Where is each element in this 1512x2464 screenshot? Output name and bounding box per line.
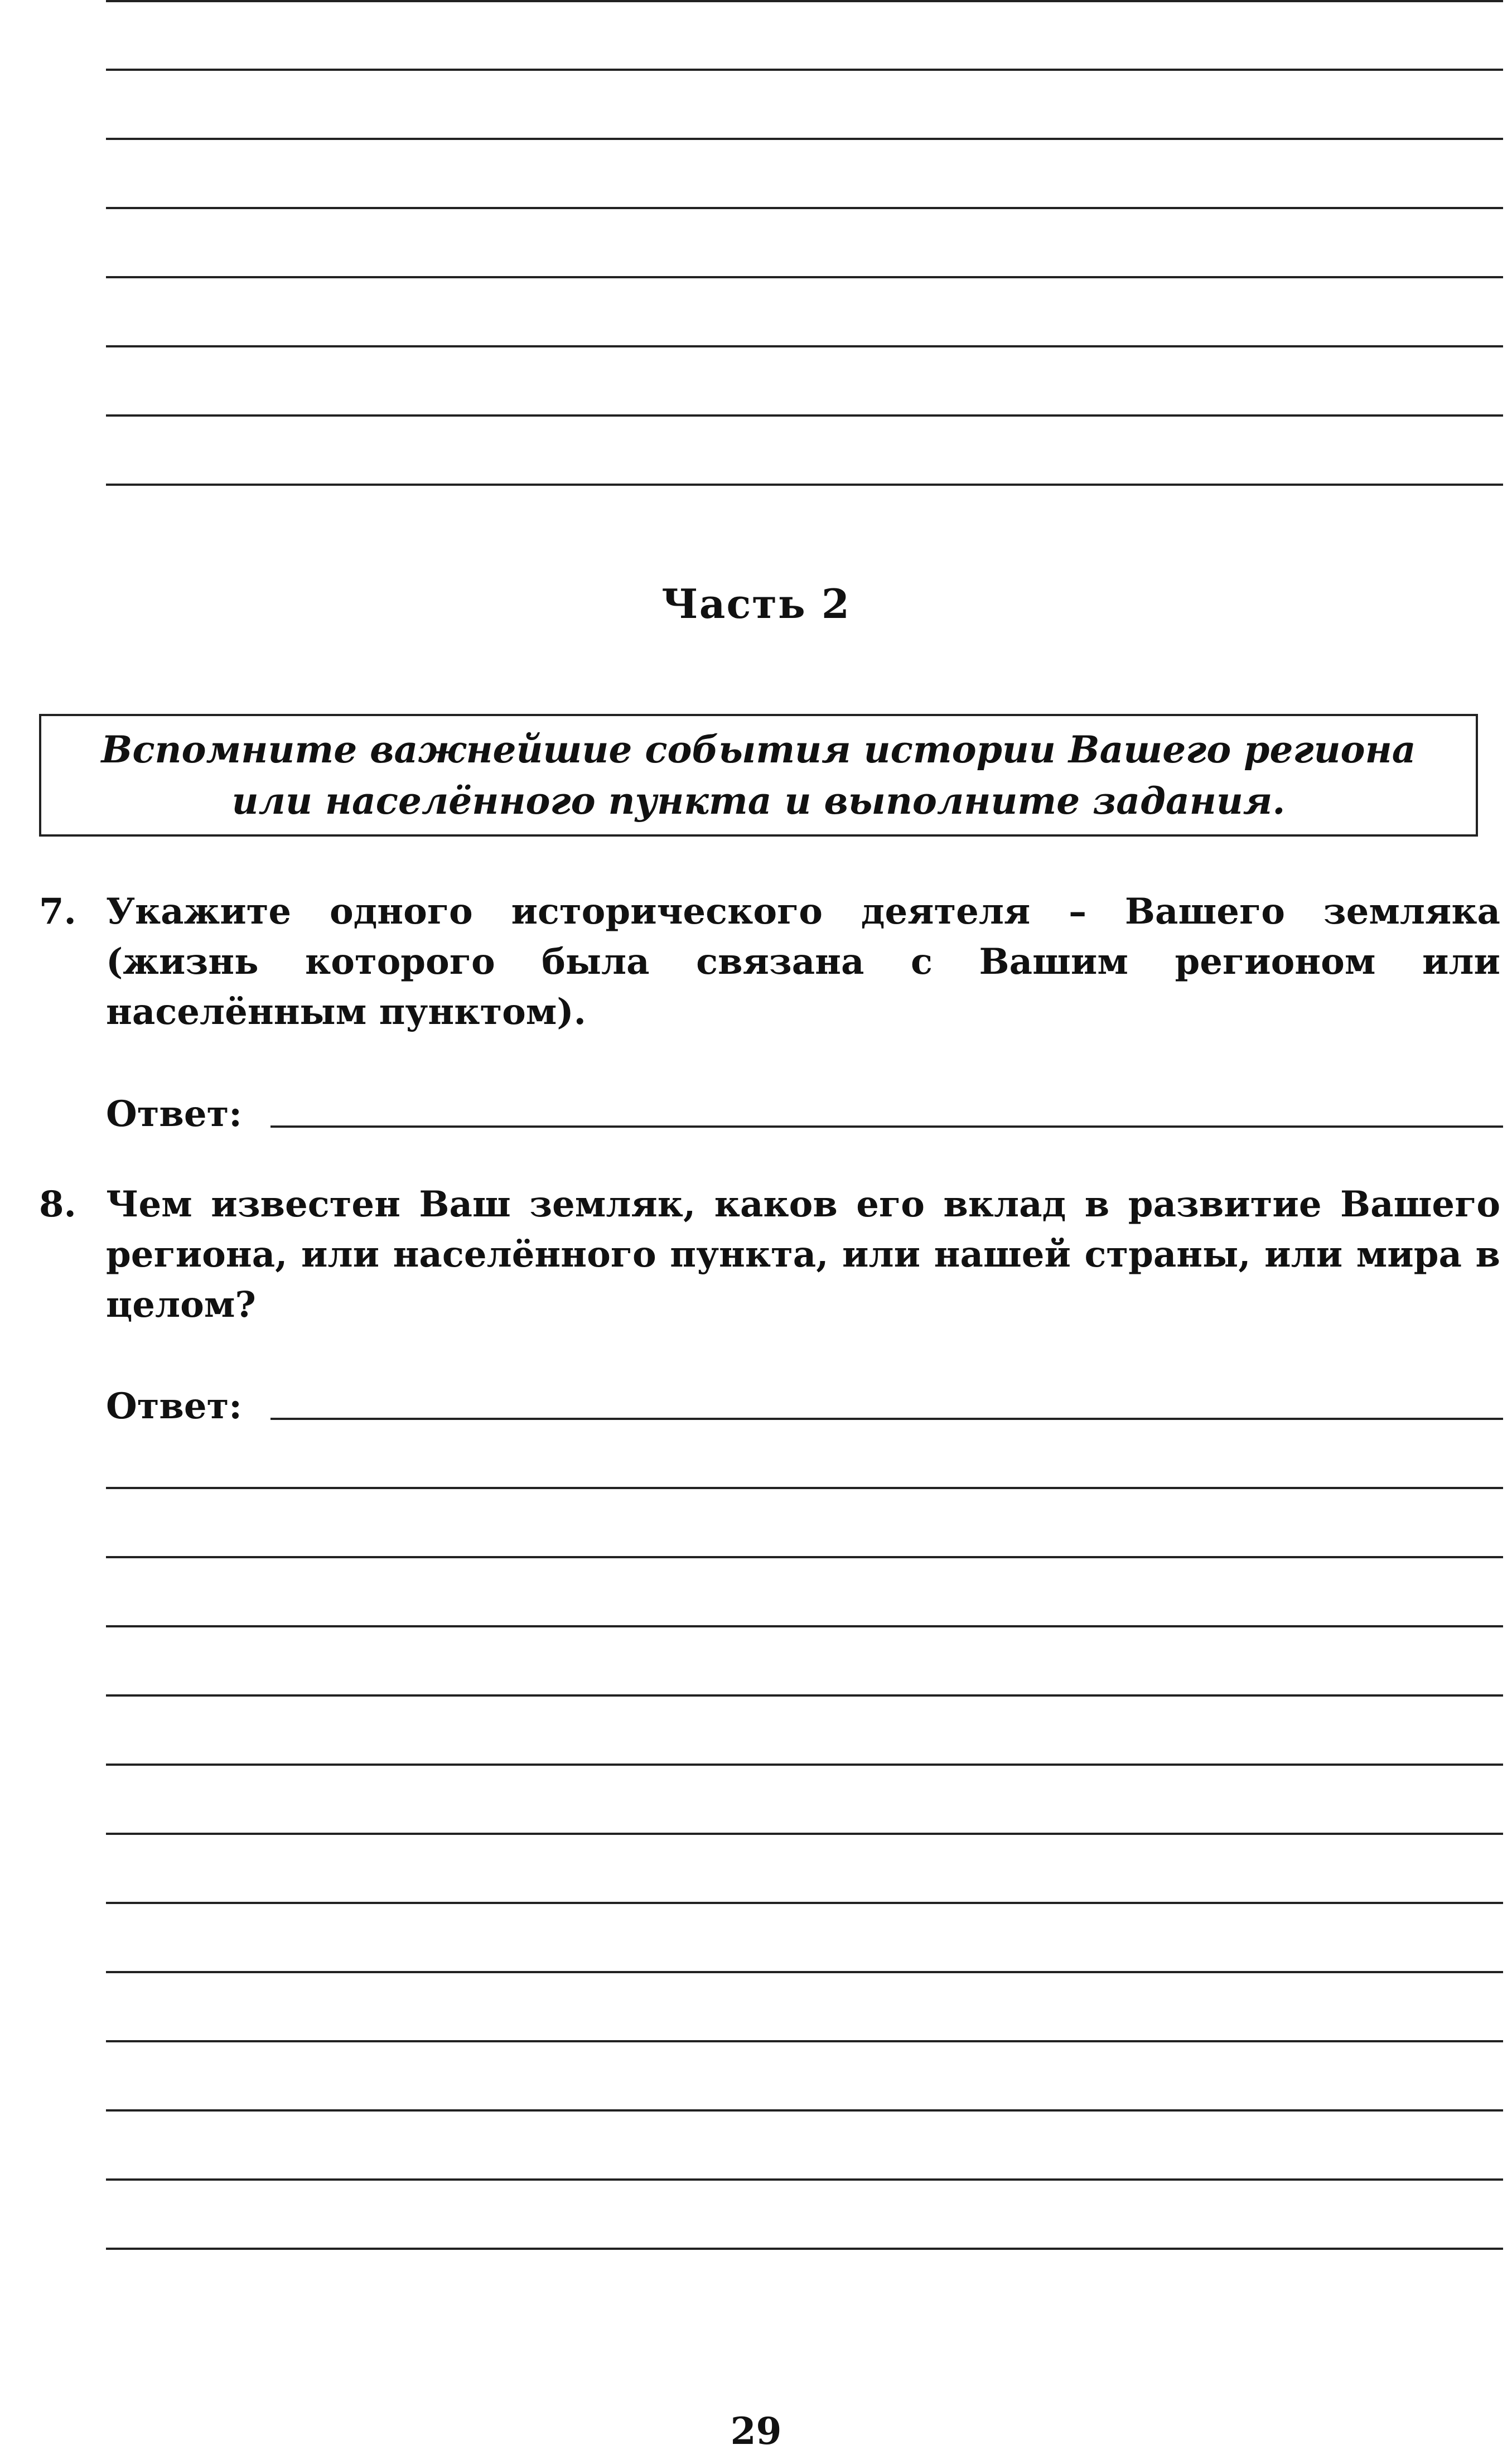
top-answer-line: [106, 207, 1503, 209]
top-answer-line: [106, 345, 1503, 347]
task-number: 8.: [39, 1183, 76, 1225]
answer-line[interactable]: [106, 1694, 1503, 1697]
top-answer-line: [106, 138, 1503, 140]
answer-line[interactable]: [106, 1764, 1503, 1766]
answer-line[interactable]: [106, 2178, 1503, 2181]
answer-line-8[interactable]: [270, 1418, 1503, 1420]
section-title: Часть 2: [661, 580, 851, 627]
task-7: [39, 887, 1500, 1037]
answer-label-7: Ответ:: [106, 1093, 242, 1135]
task-8: [39, 1180, 1500, 1330]
answer-line[interactable]: [106, 1556, 1503, 1558]
task-text: Чем известен Ваш земляк, каков его вклад в развитие Вашего региона, или населённого пункта, или нашей страны, или мира в целом?: [106, 1183, 1500, 1326]
top-answer-line: [106, 276, 1503, 278]
answer-line[interactable]: [106, 1902, 1503, 1904]
answer-line[interactable]: [106, 1625, 1503, 1627]
task-text: Укажите одного исторического деятеля – Вашего земляка (жизнь которого была связана с Вашим регионом или населённым пунктом).: [106, 891, 1500, 1033]
top-answer-line: [106, 69, 1503, 71]
instruction-line-2: или населённого пункта и выполните задания.: [231, 779, 1286, 823]
top-answer-line: [106, 0, 1503, 2]
answer-line[interactable]: [106, 1833, 1503, 1835]
answer-line[interactable]: [106, 1487, 1503, 1489]
page-number: 29: [730, 2409, 782, 2453]
answer-label-8: Ответ:: [106, 1385, 242, 1427]
instruction-line-1: Вспомните важнейшие события истории Вашего региона: [101, 728, 1416, 771]
answer-line[interactable]: [106, 2109, 1503, 2112]
instruction-box: [39, 714, 1478, 837]
answer-line-7[interactable]: [270, 1125, 1503, 1128]
answer-line[interactable]: [106, 1971, 1503, 1973]
top-answer-line: [106, 484, 1503, 486]
top-answer-line: [106, 414, 1503, 417]
task-number: 7.: [39, 891, 76, 933]
answer-line[interactable]: [106, 2248, 1503, 2250]
answer-line[interactable]: [106, 2040, 1503, 2042]
